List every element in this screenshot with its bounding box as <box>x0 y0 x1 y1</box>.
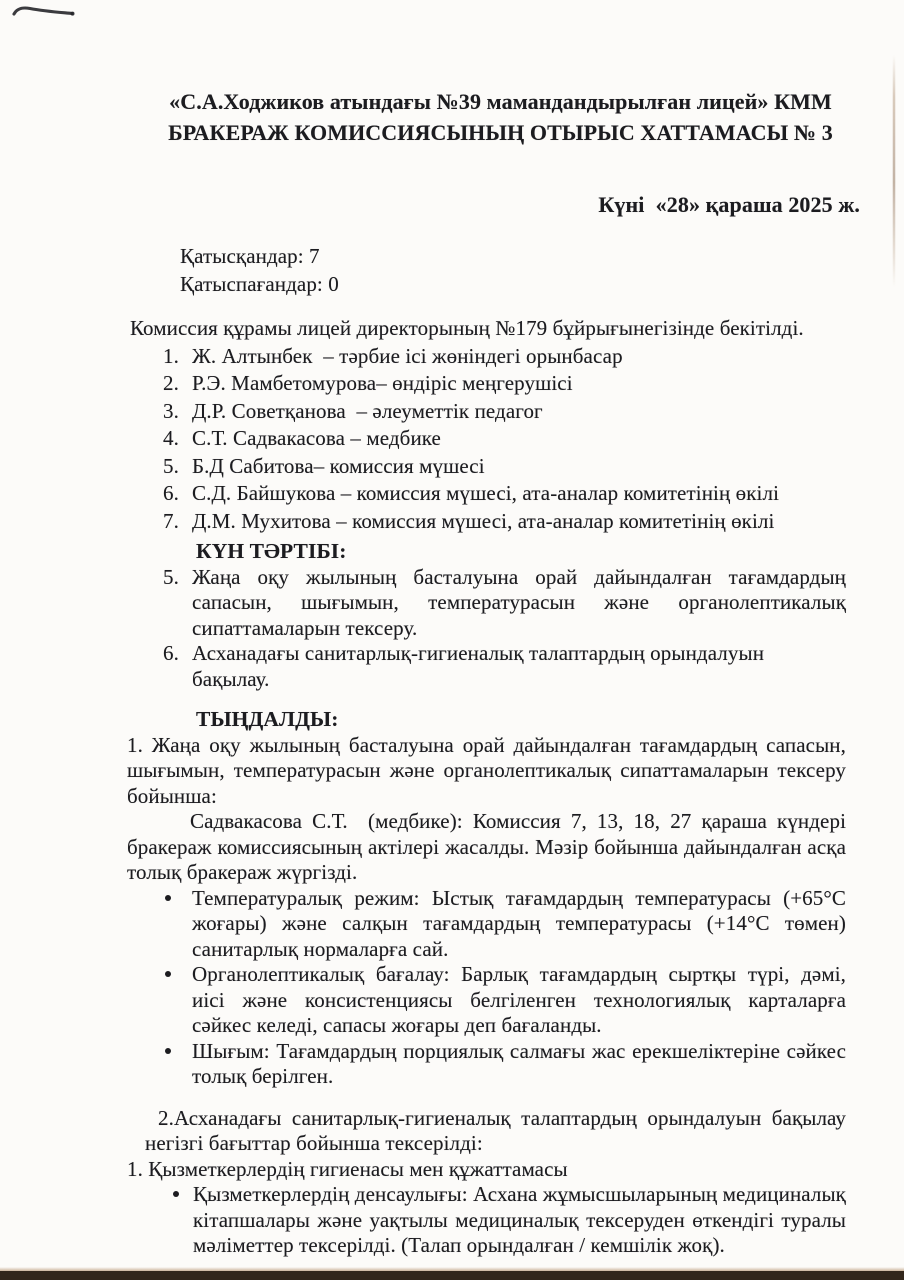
member-number: 2. <box>163 371 179 395</box>
member-item <box>127 343 846 371</box>
bullet-dot-icon <box>165 971 171 977</box>
bullet-text: Қызметкерлердің денсаулығы: Асхана жұмысшыларының медициналық кітапшалары және уақтылы медициналық тексеруден өткендігі туралы мәліметтер тексерілді. (Талап орындалған / кемшілік жоқ). <box>193 1182 846 1257</box>
heard-bullet-item <box>127 886 846 963</box>
member-number: 1. <box>163 343 179 368</box>
agenda-heading: КҮН ТӘРТІБІ: <box>196 539 347 563</box>
title-org-line: «С.А.Ходжиков атындағы №39 мамандандырылған лицей» КММ <box>169 89 832 114</box>
member-number: 3. <box>163 398 179 423</box>
agenda-item-text: Жаңа оқу жылының басталуына орай дайындалған тағамдардың сапасын, шығымын, температурасын және органолептикалық сипаттамаларын тексеру. <box>192 564 846 640</box>
member-item <box>127 398 846 426</box>
member-item <box>127 453 846 481</box>
member-item <box>127 508 846 536</box>
bullet-dot-icon <box>165 1048 171 1054</box>
member-number: 4. <box>163 426 179 450</box>
heard-report-paragraph: Садвакасова С.Т. (медбике): Комиссия 7, 13, 18, 27 қараша күндері бракераж комиссиясының актілері жасалды. Мәзір бойынша дайындалған асқа толық бракераж жүргізді. <box>127 809 846 884</box>
agenda-item-number: 5. <box>163 564 179 589</box>
commission-intro: Комиссия құрамы лицей директорының №179 бұйрығынегізінде бекітілді. <box>130 316 804 340</box>
member-text: Ж. Алтынбек – тәрбие ісі жөніндегі орынбасар <box>192 343 623 368</box>
member-text: Р.Э. Мамбетомурова– өндіріс меңгерушісі <box>192 371 573 395</box>
member-item <box>127 480 846 508</box>
title-protocol-line: БРАКЕРАЖ КОМИССИЯСЫНЫҢ ОТЫРЫС ХАТТАМАСЫ № 3 <box>168 120 833 145</box>
member-number: 6. <box>163 481 179 505</box>
agenda-item <box>127 565 846 642</box>
member-item <box>127 370 846 398</box>
agenda-list <box>127 565 846 693</box>
agenda-item <box>127 641 846 692</box>
heard-bullet-item <box>127 1039 846 1090</box>
document-title <box>141 0 860 148</box>
attendance-block <box>180 243 846 298</box>
member-text: С.Т. Садвакасова – медбике <box>192 426 441 450</box>
attendance-absent: Қатыспағандар: 0 <box>180 271 339 296</box>
bullet-dot-icon <box>173 1191 179 1197</box>
scan-edge-line <box>893 55 895 287</box>
member-text: Д.Р. Советқанова – әлеуметтік педагог <box>192 398 543 423</box>
bullet-dot-icon <box>165 895 171 901</box>
bullet-text: Шығым: Тағамдардың порциялық салмағы жас ерекшеліктеріне сәйкес толық берілген. <box>192 1038 846 1088</box>
member-number: 5. <box>163 453 179 478</box>
heard-bullet-item <box>127 962 846 1039</box>
heard-heading: ТЫҢДАЛДЫ: <box>196 707 339 731</box>
heard-intro-paragraph: 1. Жаңа оқу жылының басталуына орай дайындалған тағамдардың сапасын, шығымын, температурасын және органолептикалық сипаттамаларын тексеру бойынша: <box>127 732 846 808</box>
agenda-item-text: Асханадағы санитарлық-гигиеналық талаптардың орындалуын бақылау. <box>192 641 765 691</box>
member-item <box>127 425 846 453</box>
section2-subheading: 1. Қызметкерлердің гигиенасы мен құжаттамасы <box>127 1156 568 1181</box>
heard-section <box>127 707 846 1259</box>
section2-intro-paragraph: 2.Асханадағы санитарлық-гигиеналық талаптардың орындалуын бақылау негізгі бағыттар бойынша тексерілді: <box>145 1105 846 1155</box>
member-text: Б.Д Сабитова– комиссия мүшесі <box>192 453 485 478</box>
bullet-text: Органолептикалық бағалау: Барлық тағамдардың сыртқы түрі, дәмі, иісі және консистенциясы белгіленген технологиялық карталарға сәйкес келеді, сапасы жоғары деп бағаланды. <box>192 962 846 1037</box>
bullet-text: Температуралық режим: Ыстық тағамдардың температурасы (+65°С жоғары) және салқын тағамдардың температурасы (+14°С төмен) санитарлық нормаларға сай. <box>192 885 846 961</box>
section2-bullet-item <box>127 1182 846 1259</box>
member-text: Д.М. Мухитова – комиссия мүшесі, ата-аналар комитетінің өкілі <box>192 508 775 533</box>
member-text: С.Д. Байшукова – комиссия мүшесі, ата-аналар комитетінің өкілі <box>192 481 780 505</box>
date-line: Күні «28» қараша 2025 ж. <box>598 192 860 217</box>
member-number: 7. <box>163 508 179 533</box>
commission-members-list <box>127 343 846 536</box>
scan-bottom-shadow <box>0 1271 904 1280</box>
attendance-present: Қатысқандар: 7 <box>180 244 320 268</box>
agenda-item-number: 6. <box>163 641 179 665</box>
